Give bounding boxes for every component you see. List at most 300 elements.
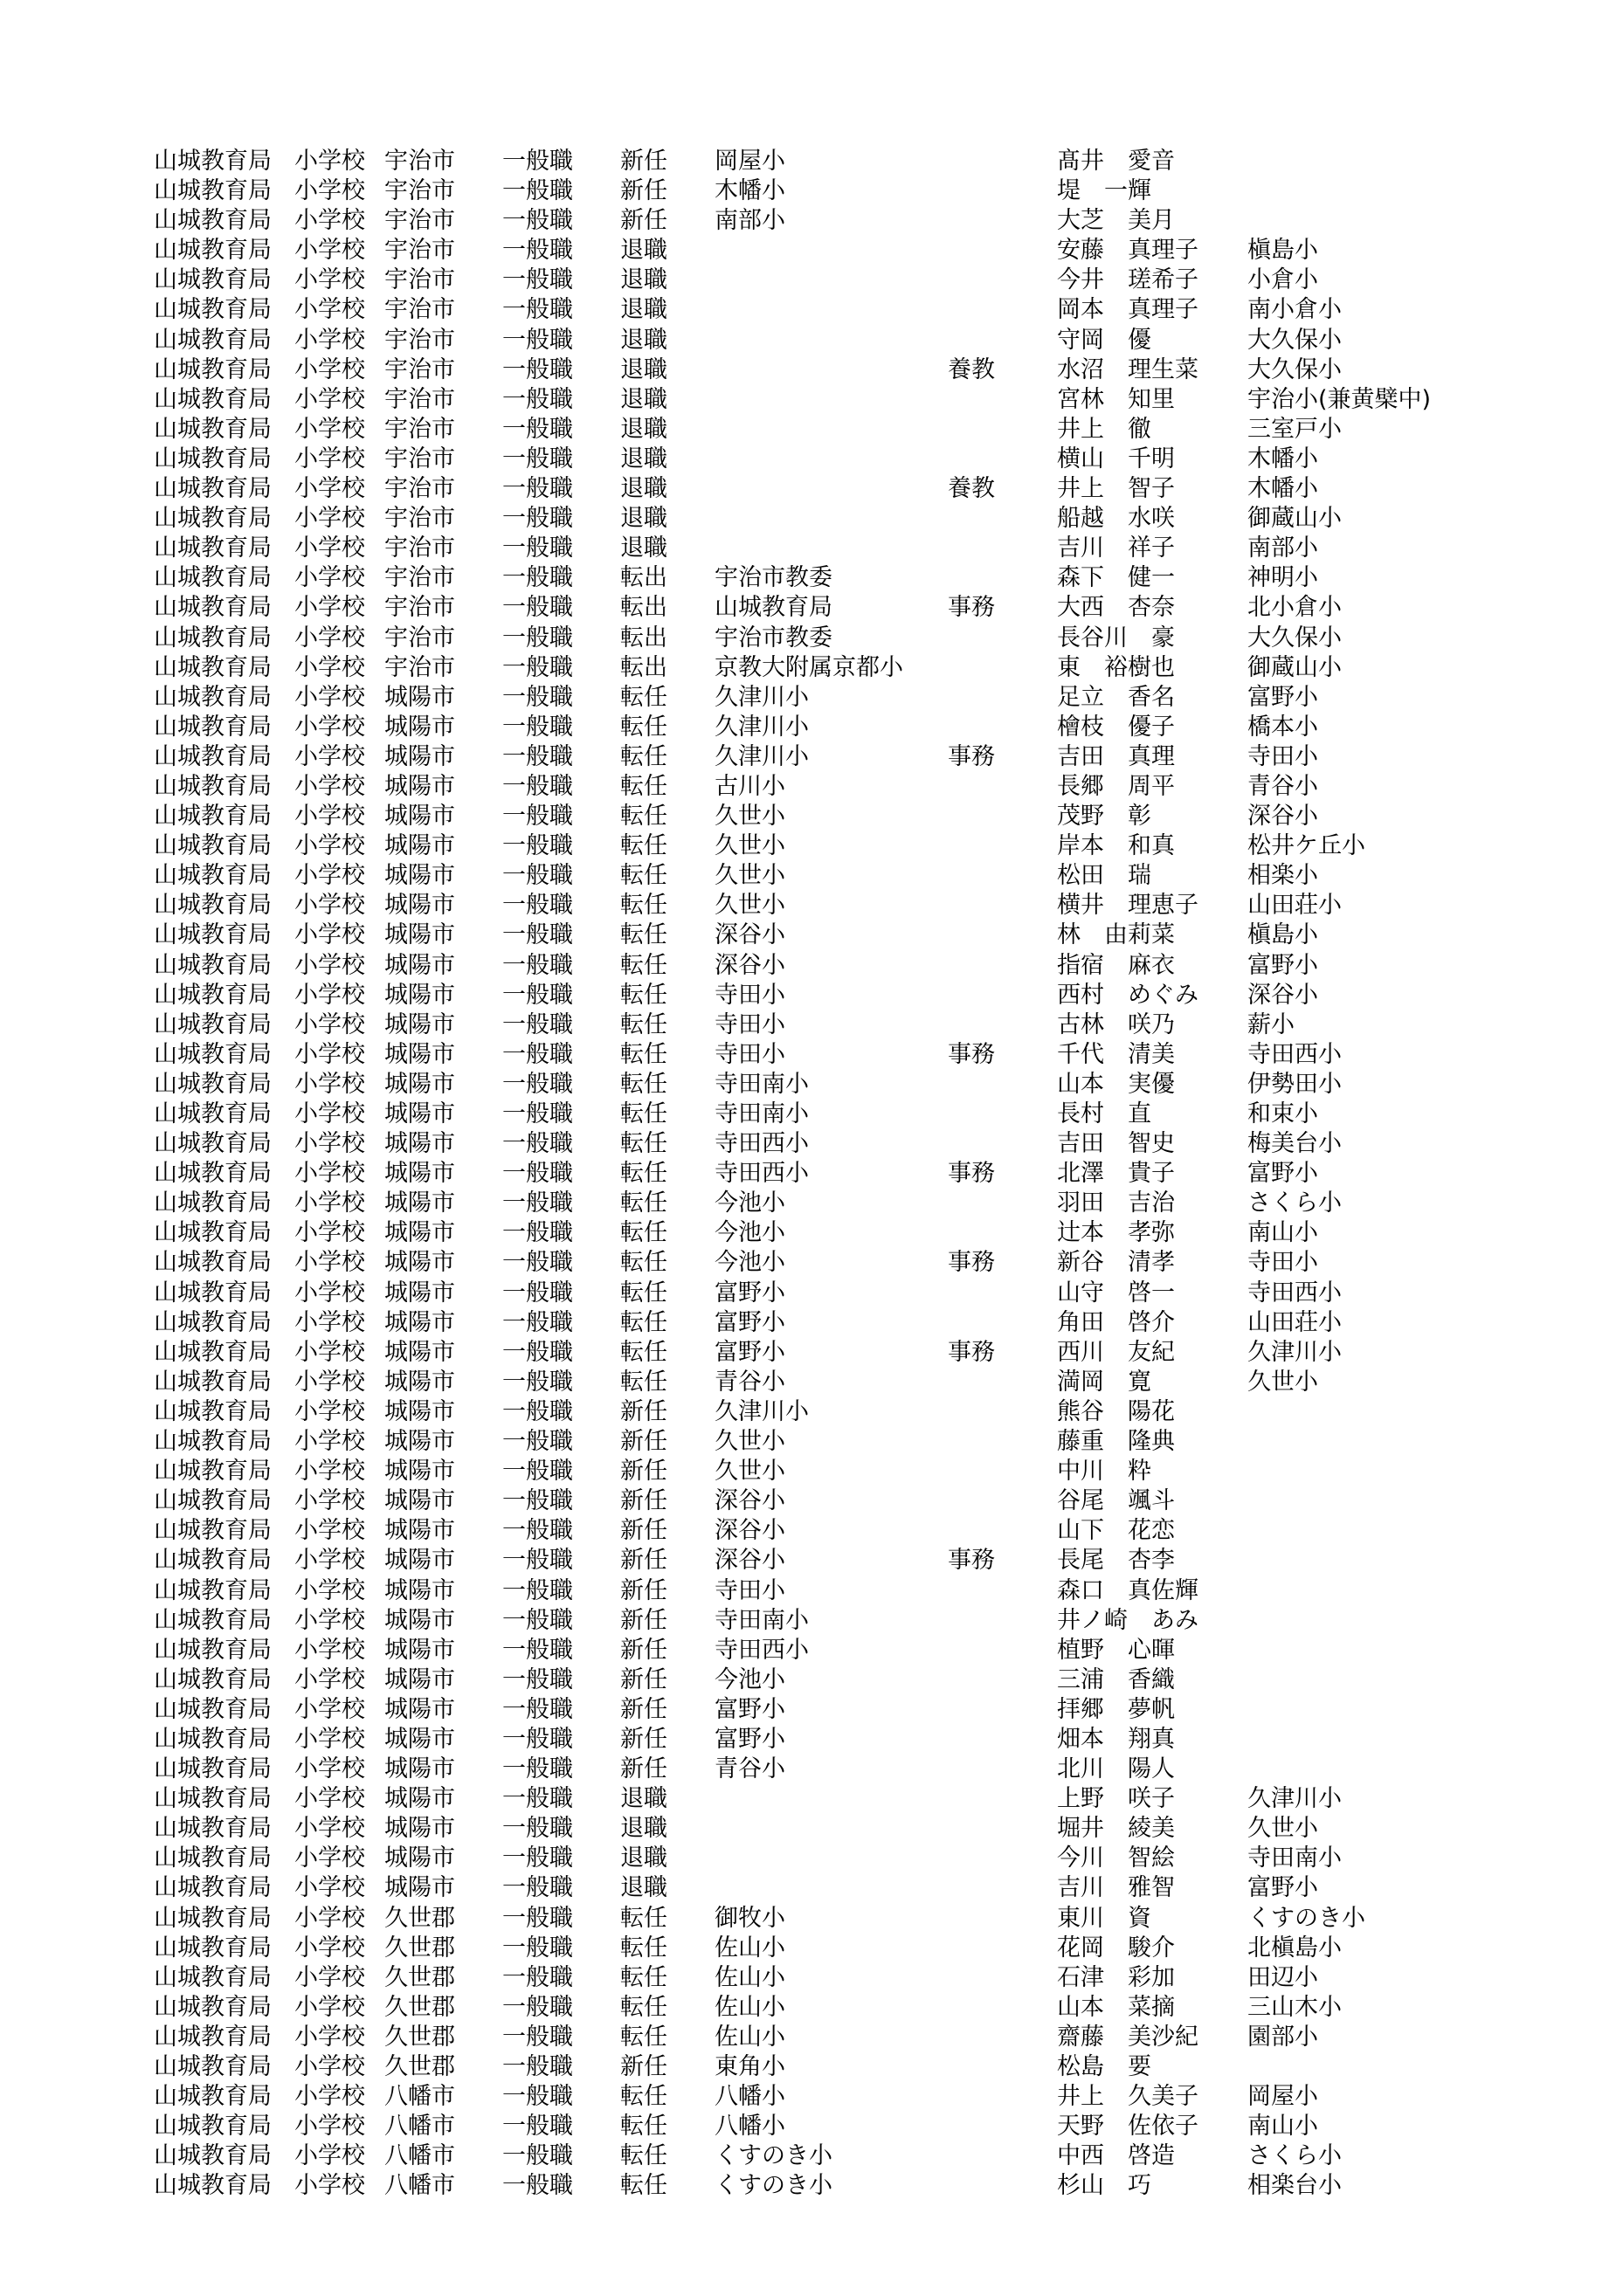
- destination-cell: 佐山小: [715, 1963, 785, 1991]
- person-name-cell: 長尾 杏李: [1057, 1547, 1175, 1575]
- destination-cell: 木幡小: [715, 177, 785, 205]
- destination-cell: くすのき小: [715, 2172, 832, 2200]
- change-type-cell: 転出: [620, 594, 667, 622]
- table-row: [0, 265, 1623, 295]
- change-type-cell: 転任: [620, 2142, 667, 2170]
- office-cell: 山城教育局: [154, 1487, 272, 1515]
- role-cell: 養教: [948, 355, 995, 383]
- previous-school-cell: さくら小: [1247, 2142, 1342, 2170]
- destination-cell: 久世小: [715, 832, 785, 860]
- school-level-cell: 小学校: [294, 951, 365, 979]
- city-cell: 城陽市: [384, 1397, 455, 1425]
- person-name-cell: 新谷 清孝: [1057, 1249, 1175, 1277]
- person-name-cell: 北川 陽人: [1057, 1755, 1175, 1783]
- destination-cell: 久世小: [715, 1458, 785, 1486]
- city-cell: 城陽市: [384, 1517, 455, 1545]
- office-cell: 山城教育局: [154, 1189, 272, 1217]
- city-cell: 城陽市: [384, 1665, 455, 1693]
- school-level-cell: 小学校: [294, 1695, 365, 1723]
- city-cell: 城陽市: [384, 1725, 455, 1753]
- city-cell: 城陽市: [384, 1458, 455, 1486]
- change-type-cell: 転任: [620, 1308, 667, 1336]
- person-name-cell: 花岡 駿介: [1057, 1934, 1175, 1962]
- person-name-cell: 角田 啓介: [1057, 1308, 1175, 1336]
- job-type-cell: 一般職: [502, 981, 573, 1009]
- office-cell: 山城教育局: [154, 1815, 272, 1843]
- city-cell: 城陽市: [384, 1040, 455, 1068]
- change-type-cell: 退職: [620, 355, 667, 383]
- change-type-cell: 退職: [620, 415, 667, 443]
- city-cell: 宇治市: [384, 534, 455, 562]
- job-type-cell: 一般職: [502, 1368, 573, 1396]
- city-cell: 八幡市: [384, 2113, 455, 2141]
- previous-school-cell: 三室戸小: [1247, 415, 1342, 443]
- city-cell: 城陽市: [384, 1695, 455, 1723]
- job-type-cell: 一般職: [502, 1100, 573, 1127]
- city-cell: 城陽市: [384, 1547, 455, 1575]
- change-type-cell: 転任: [620, 803, 667, 831]
- city-cell: 城陽市: [384, 892, 455, 920]
- city-cell: 宇治市: [384, 385, 455, 413]
- city-cell: 城陽市: [384, 1368, 455, 1396]
- office-cell: 山城教育局: [154, 803, 272, 831]
- person-name-cell: 吉川 雅智: [1057, 1874, 1175, 1902]
- table-row: [0, 1636, 1623, 1665]
- table-row: [0, 1338, 1623, 1368]
- previous-school-cell: 青谷小: [1247, 772, 1318, 800]
- previous-school-cell: 神明小: [1247, 564, 1318, 592]
- table-row: [0, 2023, 1623, 2052]
- person-name-cell: 井上 智子: [1057, 475, 1175, 503]
- change-type-cell: 転任: [620, 1993, 667, 2021]
- school-level-cell: 小学校: [294, 1308, 365, 1336]
- school-level-cell: 小学校: [294, 1665, 365, 1693]
- office-cell: 山城教育局: [154, 1576, 272, 1604]
- destination-cell: 久世小: [715, 892, 785, 920]
- office-cell: 山城教育局: [154, 1279, 272, 1307]
- person-name-cell: 宮林 知里: [1057, 385, 1175, 413]
- job-type-cell: 一般職: [502, 1338, 573, 1366]
- office-cell: 山城教育局: [154, 1695, 272, 1723]
- person-name-cell: 守岡 優: [1057, 326, 1151, 354]
- table-row: [0, 1218, 1623, 1248]
- office-cell: 山城教育局: [154, 1130, 272, 1158]
- person-name-cell: 石津 彩加: [1057, 1963, 1175, 1991]
- person-name-cell: 岸本 和真: [1057, 832, 1175, 860]
- job-type-cell: 一般職: [502, 148, 573, 175]
- person-name-cell: 吉田 真理: [1057, 742, 1175, 770]
- change-type-cell: 転任: [620, 1219, 667, 1247]
- city-cell: 宇治市: [384, 564, 455, 592]
- destination-cell: 久津川小: [715, 742, 809, 770]
- previous-school-cell: 松井ケ丘小: [1247, 832, 1365, 860]
- school-level-cell: 小学校: [294, 594, 365, 622]
- table-row: [0, 1397, 1623, 1427]
- school-level-cell: 小学校: [294, 385, 365, 413]
- previous-school-cell: 大久保小: [1247, 326, 1342, 354]
- table-row: [0, 1784, 1623, 1814]
- job-type-cell: 一般職: [502, 1249, 573, 1277]
- table-row: [0, 1695, 1623, 1725]
- school-level-cell: 小学校: [294, 1934, 365, 1962]
- table-row: [0, 831, 1623, 861]
- job-type-cell: 一般職: [502, 237, 573, 265]
- job-type-cell: 一般職: [502, 1963, 573, 1991]
- table-row: [0, 1248, 1623, 1278]
- job-type-cell: 一般職: [502, 1189, 573, 1217]
- city-cell: 城陽市: [384, 1487, 455, 1515]
- previous-school-cell: 久津川小: [1247, 1338, 1342, 1366]
- office-cell: 山城教育局: [154, 1755, 272, 1783]
- city-cell: 宇治市: [384, 594, 455, 622]
- school-level-cell: 小学校: [294, 505, 365, 533]
- office-cell: 山城教育局: [154, 1428, 272, 1456]
- city-cell: 久世郡: [384, 2053, 455, 2080]
- office-cell: 山城教育局: [154, 1844, 272, 1872]
- table-row: [0, 2141, 1623, 2171]
- city-cell: 城陽市: [384, 1785, 455, 1813]
- office-cell: 山城教育局: [154, 713, 272, 741]
- destination-cell: 宇治市教委: [715, 564, 832, 592]
- table-row: [0, 772, 1623, 802]
- school-level-cell: 小学校: [294, 2083, 365, 2111]
- school-level-cell: 小学校: [294, 772, 365, 800]
- city-cell: 久世郡: [384, 2023, 455, 2051]
- person-name-cell: 森口 真佐輝: [1057, 1576, 1198, 1604]
- person-name-cell: 大西 杏奈: [1057, 594, 1175, 622]
- table-row: [0, 326, 1623, 355]
- city-cell: 宇治市: [384, 653, 455, 681]
- destination-cell: 深谷小: [715, 1547, 785, 1575]
- table-row: [0, 653, 1623, 683]
- table-row: [0, 624, 1623, 653]
- city-cell: 宇治市: [384, 475, 455, 503]
- school-level-cell: 小学校: [294, 1487, 365, 1515]
- school-level-cell: 小学校: [294, 1279, 365, 1307]
- destination-cell: 久世小: [715, 1428, 785, 1456]
- city-cell: 城陽市: [384, 1279, 455, 1307]
- city-cell: 宇治市: [384, 296, 455, 324]
- table-row: [0, 445, 1623, 474]
- school-level-cell: 小学校: [294, 1189, 365, 1217]
- change-type-cell: 新任: [620, 1487, 667, 1515]
- table-row: [0, 1844, 1623, 1873]
- change-type-cell: 転任: [620, 1070, 667, 1098]
- job-type-cell: 一般職: [502, 475, 573, 503]
- person-name-cell: 植野 心暉: [1057, 1636, 1175, 1664]
- school-level-cell: 小学校: [294, 1517, 365, 1545]
- person-name-cell: 林 由莉菜: [1057, 921, 1175, 949]
- office-cell: 山城教育局: [154, 683, 272, 711]
- change-type-cell: 転任: [620, 1279, 667, 1307]
- previous-school-cell: 大久保小: [1247, 355, 1342, 383]
- office-cell: 山城教育局: [154, 1547, 272, 1575]
- job-type-cell: 一般職: [502, 2172, 573, 2200]
- table-row: [0, 713, 1623, 742]
- change-type-cell: 新任: [620, 1576, 667, 1604]
- school-level-cell: 小学校: [294, 475, 365, 503]
- person-name-cell: 畑本 翔真: [1057, 1725, 1175, 1753]
- city-cell: 城陽市: [384, 862, 455, 890]
- city-cell: 城陽市: [384, 803, 455, 831]
- destination-cell: 八幡小: [715, 2113, 785, 2141]
- destination-cell: 佐山小: [715, 1993, 785, 2021]
- table-row: [0, 1129, 1623, 1159]
- table-row: [0, 742, 1623, 772]
- destination-cell: 寺田南小: [715, 1100, 809, 1127]
- person-name-cell: 山本 実優: [1057, 1070, 1175, 1098]
- change-type-cell: 退職: [620, 326, 667, 354]
- office-cell: 山城教育局: [154, 326, 272, 354]
- destination-cell: 久津川小: [715, 683, 809, 711]
- change-type-cell: 退職: [620, 296, 667, 324]
- city-cell: 城陽市: [384, 1160, 455, 1188]
- school-level-cell: 小学校: [294, 534, 365, 562]
- office-cell: 山城教育局: [154, 742, 272, 770]
- job-type-cell: 一般職: [502, 1993, 573, 2021]
- office-cell: 山城教育局: [154, 921, 272, 949]
- school-level-cell: 小学校: [294, 1458, 365, 1486]
- office-cell: 山城教育局: [154, 772, 272, 800]
- job-type-cell: 一般職: [502, 1695, 573, 1723]
- city-cell: 城陽市: [384, 921, 455, 949]
- change-type-cell: 転任: [620, 2113, 667, 2141]
- person-name-cell: 長郷 周平: [1057, 772, 1175, 800]
- change-type-cell: 新任: [620, 177, 667, 205]
- table-row: [0, 415, 1623, 445]
- person-name-cell: 水沼 理生菜: [1057, 355, 1198, 383]
- school-level-cell: 小学校: [294, 1428, 365, 1456]
- destination-cell: 青谷小: [715, 1368, 785, 1396]
- job-type-cell: 一般職: [502, 1219, 573, 1247]
- previous-school-cell: 久世小: [1247, 1815, 1318, 1843]
- job-type-cell: 一般職: [502, 1606, 573, 1634]
- job-type-cell: 一般職: [502, 296, 573, 324]
- table-row: [0, 1904, 1623, 1934]
- table-row: [0, 1100, 1623, 1129]
- job-type-cell: 一般職: [502, 653, 573, 681]
- person-name-cell: 足立 香名: [1057, 683, 1175, 711]
- person-name-cell: 古林 咲乃: [1057, 1010, 1175, 1038]
- change-type-cell: 退職: [620, 445, 667, 472]
- person-name-cell: 山本 菜摘: [1057, 1993, 1175, 2021]
- change-type-cell: 転任: [620, 1249, 667, 1277]
- job-type-cell: 一般職: [502, 207, 573, 235]
- job-type-cell: 一般職: [502, 1487, 573, 1515]
- city-cell: 城陽市: [384, 832, 455, 860]
- previous-school-cell: 富野小: [1247, 683, 1318, 711]
- person-name-cell: 山守 啓一: [1057, 1279, 1175, 1307]
- city-cell: 久世郡: [384, 1993, 455, 2021]
- person-name-cell: 西村 めぐみ: [1057, 981, 1198, 1009]
- office-cell: 山城教育局: [154, 2053, 272, 2080]
- previous-school-cell: 槇島小: [1247, 237, 1318, 265]
- office-cell: 山城教育局: [154, 1665, 272, 1693]
- person-name-cell: 横山 千明: [1057, 445, 1175, 472]
- role-cell: 事務: [948, 1338, 995, 1366]
- table-row: [0, 2082, 1623, 2112]
- job-type-cell: 一般職: [502, 445, 573, 472]
- person-name-cell: 檜枝 優子: [1057, 713, 1175, 741]
- person-name-cell: 杉山 巧: [1057, 2172, 1151, 2200]
- office-cell: 山城教育局: [154, 564, 272, 592]
- change-type-cell: 転任: [620, 832, 667, 860]
- city-cell: 城陽市: [384, 1308, 455, 1336]
- city-cell: 久世郡: [384, 1934, 455, 1962]
- city-cell: 宇治市: [384, 415, 455, 443]
- job-type-cell: 一般職: [502, 951, 573, 979]
- person-name-cell: 井上 久美子: [1057, 2083, 1198, 2111]
- table-row: [0, 176, 1623, 206]
- person-name-cell: 千代 清美: [1057, 1040, 1175, 1068]
- destination-cell: 東角小: [715, 2053, 785, 2080]
- office-cell: 山城教育局: [154, 1725, 272, 1753]
- office-cell: 山城教育局: [154, 653, 272, 681]
- office-cell: 山城教育局: [154, 1517, 272, 1545]
- school-level-cell: 小学校: [294, 1785, 365, 1813]
- city-cell: 城陽市: [384, 1755, 455, 1783]
- city-cell: 城陽市: [384, 713, 455, 741]
- change-type-cell: 新任: [620, 1458, 667, 1486]
- person-name-cell: 松島 要: [1057, 2053, 1151, 2080]
- table-row: [0, 891, 1623, 920]
- office-cell: 山城教育局: [154, 2023, 272, 2051]
- job-type-cell: 一般職: [502, 2053, 573, 2080]
- previous-school-cell: 寺田南小: [1247, 1844, 1342, 1872]
- city-cell: 城陽市: [384, 1189, 455, 1217]
- person-name-cell: 今井 瑳希子: [1057, 266, 1198, 294]
- office-cell: 山城教育局: [154, 594, 272, 622]
- person-name-cell: 北澤 貴子: [1057, 1160, 1175, 1188]
- office-cell: 山城教育局: [154, 1040, 272, 1068]
- job-type-cell: 一般職: [502, 832, 573, 860]
- person-name-cell: 吉川 祥子: [1057, 534, 1175, 562]
- destination-cell: 宇治市教委: [715, 624, 832, 652]
- job-type-cell: 一般職: [502, 1785, 573, 1813]
- change-type-cell: 退職: [620, 1874, 667, 1902]
- destination-cell: 富野小: [715, 1725, 785, 1753]
- change-type-cell: 退職: [620, 266, 667, 294]
- city-cell: 八幡市: [384, 2142, 455, 2170]
- city-cell: 久世郡: [384, 1904, 455, 1932]
- table-row: [0, 1934, 1623, 1963]
- previous-school-cell: 富野小: [1247, 1160, 1318, 1188]
- table-row: [0, 1159, 1623, 1189]
- job-type-cell: 一般職: [502, 1874, 573, 1902]
- change-type-cell: 新任: [620, 1547, 667, 1575]
- change-type-cell: 退職: [620, 475, 667, 503]
- school-level-cell: 小学校: [294, 1576, 365, 1604]
- city-cell: 宇治市: [384, 355, 455, 383]
- role-cell: 事務: [948, 742, 995, 770]
- previous-school-cell: 深谷小: [1247, 981, 1318, 1009]
- table-row: [0, 1963, 1623, 1993]
- person-name-cell: 東 裕樹也: [1057, 653, 1175, 681]
- job-type-cell: 一般職: [502, 2113, 573, 2141]
- destination-cell: 久津川小: [715, 713, 809, 741]
- change-type-cell: 新任: [620, 1397, 667, 1425]
- school-level-cell: 小学校: [294, 624, 365, 652]
- table-row: [0, 1279, 1623, 1308]
- person-name-cell: 長村 直: [1057, 1100, 1151, 1127]
- change-type-cell: 新任: [620, 1636, 667, 1664]
- table-row: [0, 1814, 1623, 1844]
- city-cell: 宇治市: [384, 266, 455, 294]
- destination-cell: 八幡小: [715, 2083, 785, 2111]
- school-level-cell: 小学校: [294, 1636, 365, 1664]
- office-cell: 山城教育局: [154, 2083, 272, 2111]
- role-cell: 事務: [948, 1547, 995, 1575]
- school-level-cell: 小学校: [294, 177, 365, 205]
- table-row: [0, 563, 1623, 593]
- table-row: [0, 1427, 1623, 1457]
- school-level-cell: 小学校: [294, 1874, 365, 1902]
- person-name-cell: 上野 咲子: [1057, 1785, 1175, 1813]
- city-cell: 城陽市: [384, 1636, 455, 1664]
- change-type-cell: 退職: [620, 505, 667, 533]
- previous-school-cell: 久世小: [1247, 1368, 1318, 1396]
- change-type-cell: 新任: [620, 2053, 667, 2080]
- previous-school-cell: 寺田小: [1247, 742, 1318, 770]
- destination-cell: 深谷小: [715, 951, 785, 979]
- previous-school-cell: 梅美台小: [1247, 1130, 1342, 1158]
- previous-school-cell: 御蔵山小: [1247, 505, 1342, 533]
- table-row: [0, 534, 1623, 563]
- change-type-cell: 転出: [620, 624, 667, 652]
- change-type-cell: 新任: [620, 1517, 667, 1545]
- table-row: [0, 1040, 1623, 1070]
- job-type-cell: 一般職: [502, 1130, 573, 1158]
- job-type-cell: 一般職: [502, 1070, 573, 1098]
- table-row: [0, 1516, 1623, 1546]
- school-level-cell: 小学校: [294, 237, 365, 265]
- table-row: [0, 236, 1623, 265]
- city-cell: 城陽市: [384, 1100, 455, 1127]
- table-row: [0, 981, 1623, 1010]
- destination-cell: 寺田小: [715, 981, 785, 1009]
- change-type-cell: 転任: [620, 1934, 667, 1962]
- previous-school-cell: 寺田西小: [1247, 1040, 1342, 1068]
- destination-cell: 今池小: [715, 1219, 785, 1247]
- school-level-cell: 小学校: [294, 1338, 365, 1366]
- previous-school-cell: 槇島小: [1247, 921, 1318, 949]
- job-type-cell: 一般職: [502, 683, 573, 711]
- person-name-cell: 森下 健一: [1057, 564, 1175, 592]
- destination-cell: 深谷小: [715, 1517, 785, 1545]
- person-name-cell: 井ノ崎 あみ: [1057, 1606, 1198, 1634]
- school-level-cell: 小学校: [294, 1368, 365, 1396]
- person-name-cell: 谷尾 颯斗: [1057, 1487, 1175, 1515]
- destination-cell: 久世小: [715, 803, 785, 831]
- previous-school-cell: 相楽小: [1247, 862, 1318, 890]
- school-level-cell: 小学校: [294, 862, 365, 890]
- previous-school-cell: 御蔵山小: [1247, 653, 1342, 681]
- previous-school-cell: 久津川小: [1247, 1785, 1342, 1813]
- city-cell: 宇治市: [384, 505, 455, 533]
- change-type-cell: 新任: [620, 148, 667, 175]
- table-row: [0, 593, 1623, 623]
- person-name-cell: 拝郷 夢帆: [1057, 1695, 1175, 1723]
- change-type-cell: 転任: [620, 2023, 667, 2051]
- table-row: [0, 1725, 1623, 1755]
- school-level-cell: 小学校: [294, 2142, 365, 2170]
- destination-cell: 御牧小: [715, 1904, 785, 1932]
- previous-school-cell: 三山木小: [1247, 1993, 1342, 2021]
- office-cell: 山城教育局: [154, 1874, 272, 1902]
- destination-cell: 南部小: [715, 207, 785, 235]
- change-type-cell: 転出: [620, 653, 667, 681]
- job-type-cell: 一般職: [502, 1636, 573, 1664]
